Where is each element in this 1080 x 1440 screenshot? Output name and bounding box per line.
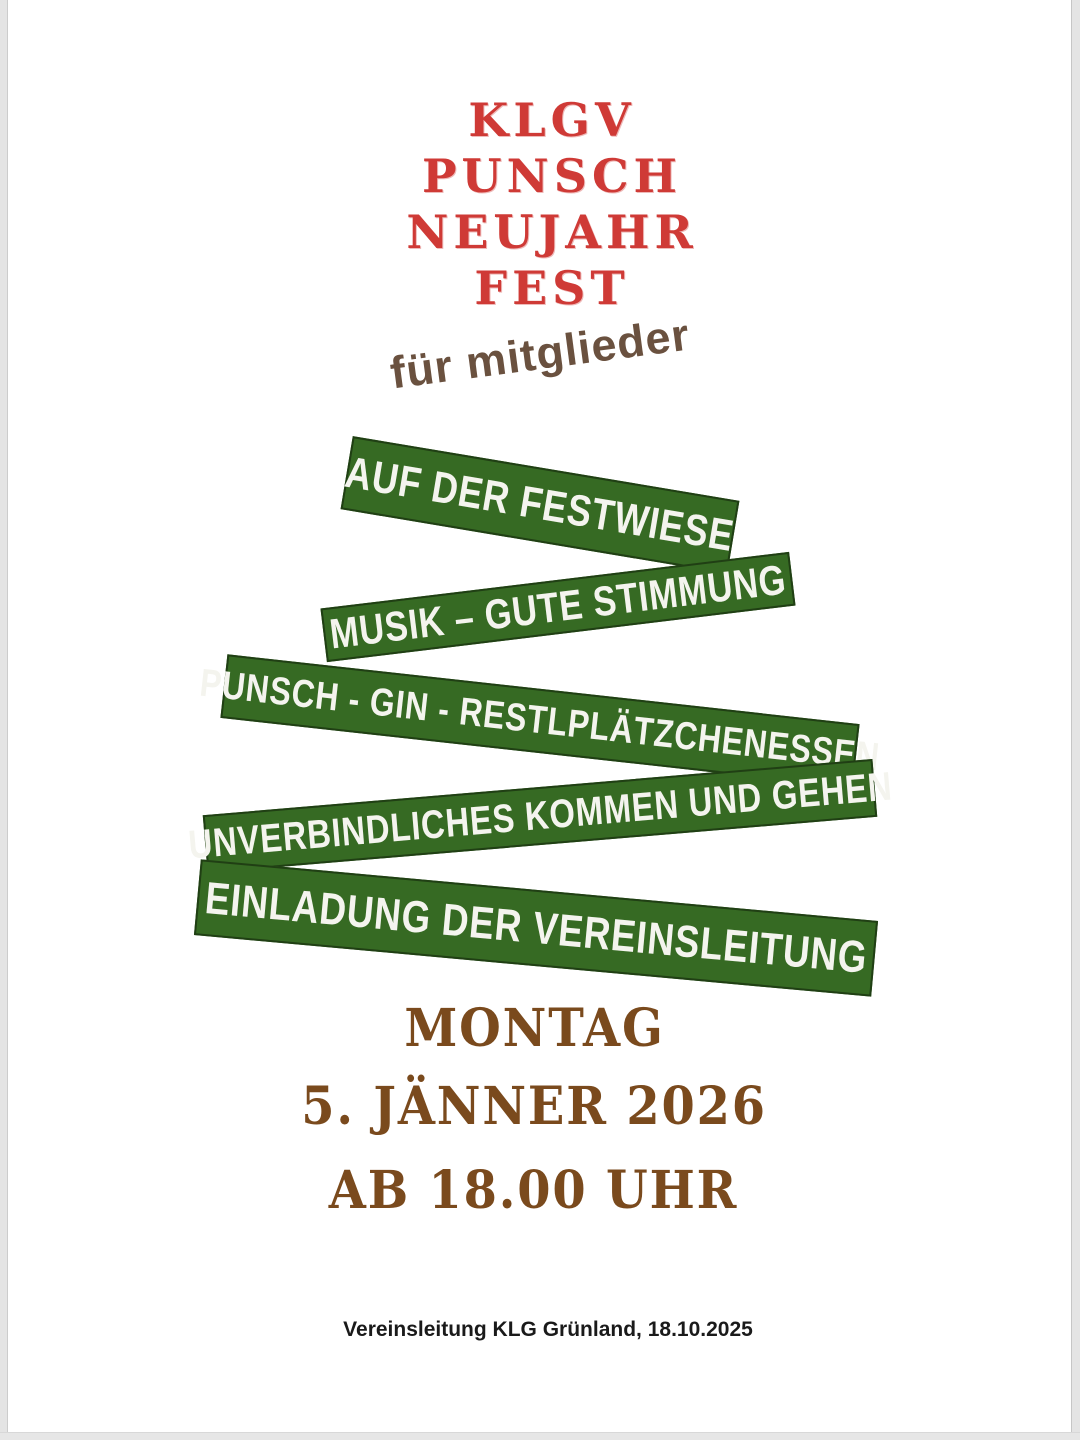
subtitle-fuer-mitglieder: für mitglieder [387,308,693,399]
page-edge-bottom [0,1432,1080,1440]
title-line-klgv: KLGV [468,93,636,147]
title-line-fest: FEST [474,261,630,315]
footer-note: Vereinsleitung KLG Grünland, 18.10.2025 [343,1318,753,1341]
date-weekday [0,998,1074,1059]
banner-musik-gute-stimmung [320,552,795,662]
banner-musik-gute-stimmung-label: MUSIK – GUTE STIMMUNG [327,555,789,658]
banner-unverbindliches-kommen-und-gehen [186,759,894,873]
date-full-date [0,1076,1074,1137]
page-edge-left [0,0,8,1440]
banner-auf-der-festwiese-label: AUF DER FESTWIESE [342,447,738,562]
date-start-time [0,1160,1074,1221]
date-start-time-label: AB 18.00 UHR [329,1160,739,1221]
banner-einladung-der-vereinsleitung-label: EINLADUNG DER VEREINSLEITUNG [202,871,870,984]
banner-punsch-gin-restlplaetzchenessen-label: PUNSCH - GIN - RESTLPLÄTZCHENESSEN [198,661,883,780]
date-weekday-label: MONTAG [403,998,665,1059]
banner-unverbindliches-kommen-und-gehen-label: UNVERBINDLICHES KOMMEN UND GEHEN [186,764,894,867]
banner-einladung-der-vereinsleitung [194,859,878,996]
banner-auf-der-festwiese [341,436,740,574]
title-line-punsch: PUNSCH [421,149,683,203]
title-line-neujahr: NEUJAHR [406,205,698,259]
date-full-date-label: 5. JÄNNER 2026 [301,1076,767,1137]
